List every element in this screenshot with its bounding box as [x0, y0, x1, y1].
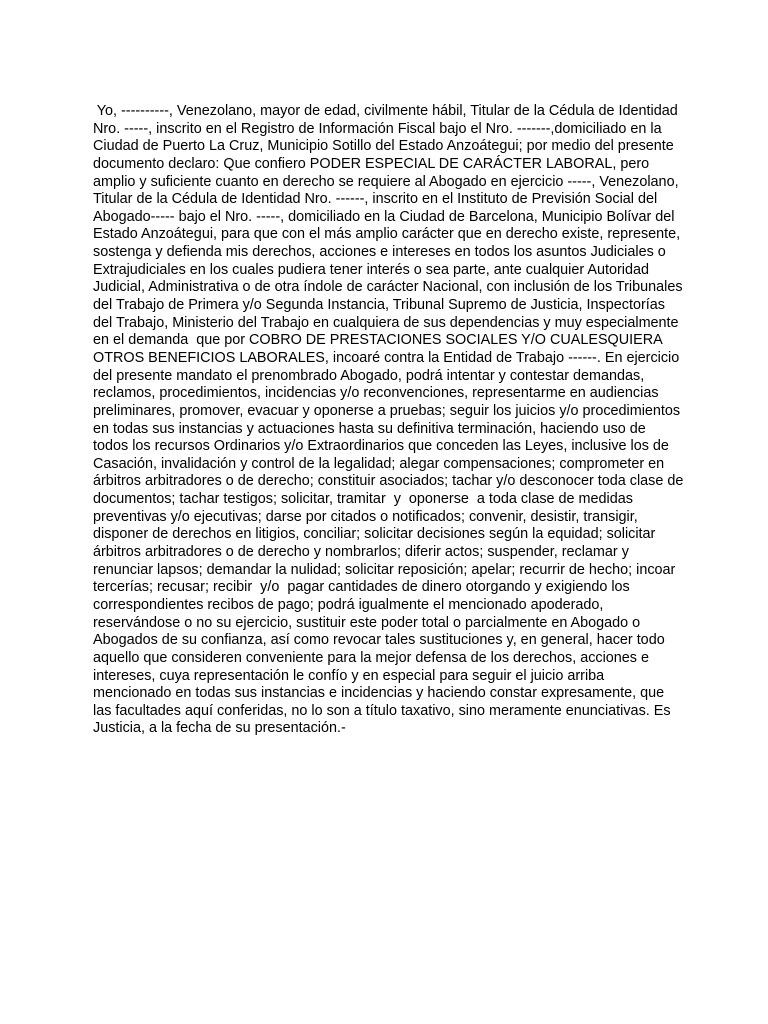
document-line: renunciar lapsos; demandar la nulidad; solicitar reposición; apelar; recurrir de hecho; incoar [93, 561, 676, 578]
document-line: disponer de derechos en litigios, conciliar; solicitar decisiones según la equidad; solicitar [93, 526, 656, 543]
document-line: Casación, invalidación y control de la legalidad; alegar compensaciones; comprometer en [93, 455, 665, 472]
document-line: en todas sus instancias y actuaciones hasta su definitiva terminación, haciendo uso de [93, 420, 646, 437]
document-line: documentos; tachar testigos; solicitar, tramitar y oponerse a toda clase de medidas [93, 491, 633, 508]
document-line: en el demanda que por COBRO DE PRESTACIONES SOCIALES Y/O CUALESQUIERA [93, 332, 663, 349]
document-line: todos los recursos Ordinarios y/o Extraordinarios que conceden las Leyes, inclusive los de [93, 438, 669, 455]
document-line: preliminares, promover, evacuar y oponerse a pruebas; seguir los juicios y/o procedimientos [93, 402, 681, 419]
document-line: Titular de la Cédula de Identidad Nro. ------, inscrito en el Instituto de Previsión Social del [93, 191, 658, 208]
document-line: intereses, cuya representación le confío y en especial para seguir el juicio arriba [93, 667, 605, 684]
document-line: las facultades aquí conferidas, no lo son a título taxativo, sino meramente enunciativas. Es [93, 702, 671, 719]
document-line: Justicia, a la fecha de su presentación.- [93, 720, 346, 737]
document-line: preventivas y/o ejecutivas; darse por citados o notificados; convenir, desistir, transigir, [93, 508, 638, 525]
document-line: Yo, ----------, Venezolano, mayor de edad, civilmente hábil, Titular de la Cédula de Identidad [93, 103, 678, 119]
document-line: Extrajudiciales en los cuales pudiera tener interés o sea parte, ante cualquier Autoridad [93, 261, 649, 278]
document-line: Judicial, Administrativa o de otra índole de carácter Nacional, con inclusión de los Tribunales [93, 279, 683, 296]
document-line: amplio y suficiente cuanto en derecho se requiere al Abogado en ejercicio -----, Venezolano, [93, 173, 679, 190]
document-line: Abogados de su confianza, así como revocar tales sustituciones y, en general, hacer todo [93, 632, 665, 649]
document-line: del Trabajo, Ministerio del Trabajo en cualquiera de sus dependencias y muy especialmente [93, 314, 679, 331]
document-line: del Trabajo de Primera y/o Segunda Instancia, Tribunal Supremo de Justicia, Inspectorías [93, 297, 665, 314]
document-line: árbitros arbitradores o de derecho y nombrarlos; diferir actos; suspender, reclamar y [93, 544, 629, 561]
document-line: sostenga y defienda mis derechos, acciones e intereses en todos los asuntos Judiciales o [93, 244, 666, 261]
document-line: mencionado en todas sus instancias e incidencias y haciendo constar expresamente, que [93, 685, 665, 702]
document-line: documento declaro: Que confiero PODER ESPECIAL DE CARÁCTER LABORAL, pero [93, 155, 650, 172]
document-line: árbitros arbitradores o de derecho; constituir asociados; tachar y/o desconocer toda clase de [93, 473, 684, 490]
document-line: Ciudad de Puerto La Cruz, Municipio Sotillo del Estado Anzoátegui; por medio del presente [93, 138, 674, 155]
document-line: OTROS BENEFICIOS LABORALES, incoaré contra la Entidad de Trabajo ------. En ejercicio [93, 349, 680, 366]
document-line: del presente mandato el prenombrado Abogado, podrá intentar y contestar demandas, [93, 367, 645, 384]
document-line: reservándose o no su ejercicio, sustituir este poder total o parcialmente en Abogado o [93, 614, 641, 631]
document-line: aquello que consideren conveniente para la mejor defensa de los derechos, acciones e [93, 649, 650, 666]
document-line: Estado Anzoátegui, para que con el más amplio carácter que en derecho existe, represente, [93, 226, 681, 243]
document-line: tercerías; recusar; recibir y/o pagar cantidades de dinero otorgando y exigiendo los [93, 579, 630, 596]
document-line: Abogado----- bajo el Nro. -----, domiciliado en la Ciudad de Barcelona, Municipio Bolívar del [93, 208, 675, 225]
document-body [93, 103, 683, 738]
document-line: Nro. -----, inscrito en el Registro de Información Fiscal bajo el Nro. -------,domiciliado en la [93, 120, 662, 137]
document-line: correspondientes recibos de pago; podrá igualmente el mencionado apoderado, [93, 596, 604, 613]
document-line: reclamos, procedimientos, incidencias y/o reconvenciones, representarme en audiencias [93, 385, 659, 402]
